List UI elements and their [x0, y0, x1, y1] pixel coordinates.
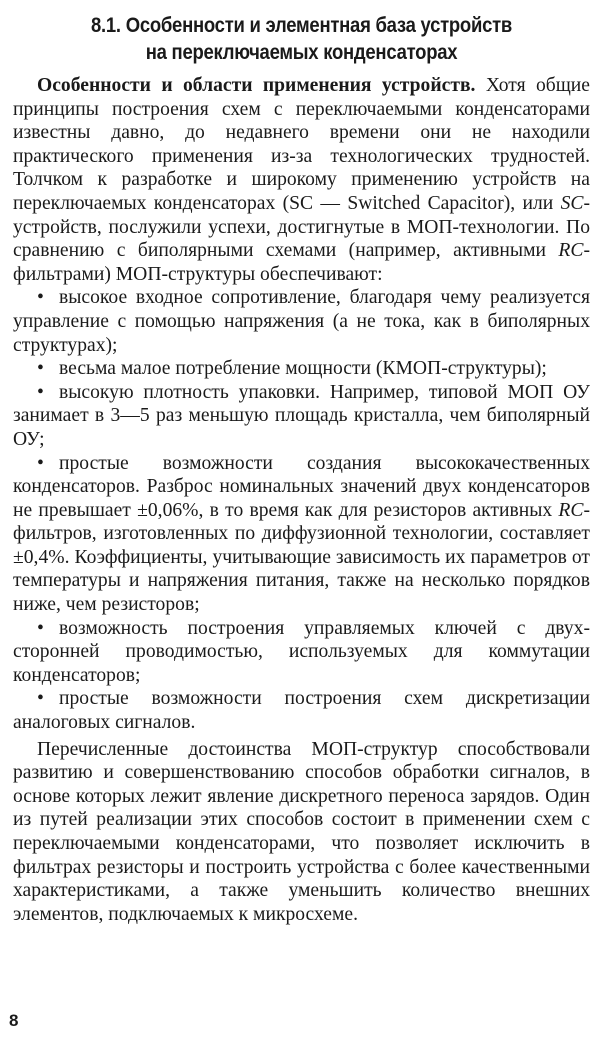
intro-text-part-3: -фильтрами) МОП-структуры обеспечивают:: [13, 240, 590, 285]
section-heading-line-1: 8.1. Особенности и элементная база устройств: [91, 13, 512, 37]
intro-text-part-1: Хотя общие принципы построения схем с переключаемыми конденсаторами известны давно, до недавнего времени они не находили практического применения из-за технологических трудностей. Толчком к разработке и широкому применению устройств на переключаемых конденсаторах (SC — Switched Capacitor), или: [13, 75, 590, 214]
body-text: [13, 74, 590, 926]
bullet-icon: •: [37, 617, 44, 639]
list-item: [13, 357, 590, 381]
list-item-text: возможность построения управляемых ключей с двухсторонней проводимостью, используемых для коммутации конденсаторов;: [13, 617, 590, 686]
section-heading: [53, 12, 549, 66]
list-item: [13, 381, 590, 452]
list-item-text-part-2: -фильтров, изготовленных по диффузионной технологии, составляет ±0,4%. Коэффициенты, учитывающие зависимость их параметров от температуры и напряжения питания, также на несколько порядков ниже, чем резисторов;: [13, 499, 590, 616]
list-item: [13, 452, 590, 617]
page-number: 8: [9, 1011, 19, 1030]
list-item-text: весьма малое потребление мощности (КМОП-структуры);: [59, 358, 547, 380]
bullet-icon: •: [37, 287, 44, 309]
run-in-heading: Особенности и области применения устройств.: [37, 75, 476, 96]
list-item-text-part-1: простые возможности создания высококачественных конденсаторов. Разброс номинальных значений двух конденсаторов не превышает ±0,06%, в то время как для резисторов активных: [13, 452, 590, 521]
bullet-icon: •: [37, 452, 44, 474]
intro-text-part-2: -устройств, послужили успехи, достигнутые в МОП-технологии. По сравнению с биполярными схемами (например, активными: [13, 192, 590, 262]
list-item-text: высокое входное сопротивление, благодаря чему реализуется управление с помощью напряжения (а не тока, как в биполярных структурах);: [13, 287, 590, 356]
list-item: [13, 687, 590, 734]
bullet-icon: •: [37, 688, 44, 710]
list-item-italic-rc: RC: [558, 499, 584, 521]
closing-paragraph: Перечисленные достоинства МОП-структур способствовали развитию и совершенствованию способов обработки сигналов, в основе которых лежит явление дискретного переноса зарядов. Один из путей реализации этих способов состоит в применении схем с переключаемыми конденсаторами, что позволяет исключить в фильтрах резисторы и построить устройства с более качественными характеристиками, а также уменьшить количество внешних элементов, подключаемых к микросхеме.: [13, 738, 590, 925]
bullet-icon: •: [37, 381, 44, 403]
list-item: [13, 617, 590, 688]
intro-italic-rc: RC: [558, 240, 584, 262]
list-item: [13, 286, 590, 357]
intro-paragraph: [13, 74, 590, 286]
list-item-text: высокую плотность упаковки. Например, типовой МОП ОУ занимает в 3—5 раз меньшую площадь кристалла, чем биполярный ОУ;: [13, 381, 590, 450]
section-heading-line-2: на переключаемых конденсаторах: [145, 40, 458, 64]
list-item-text: простые возможности построения схем дискретизации аналоговых сигналов.: [13, 688, 590, 734]
bullet-icon: •: [37, 358, 44, 380]
intro-italic-sc: SC: [560, 192, 584, 214]
